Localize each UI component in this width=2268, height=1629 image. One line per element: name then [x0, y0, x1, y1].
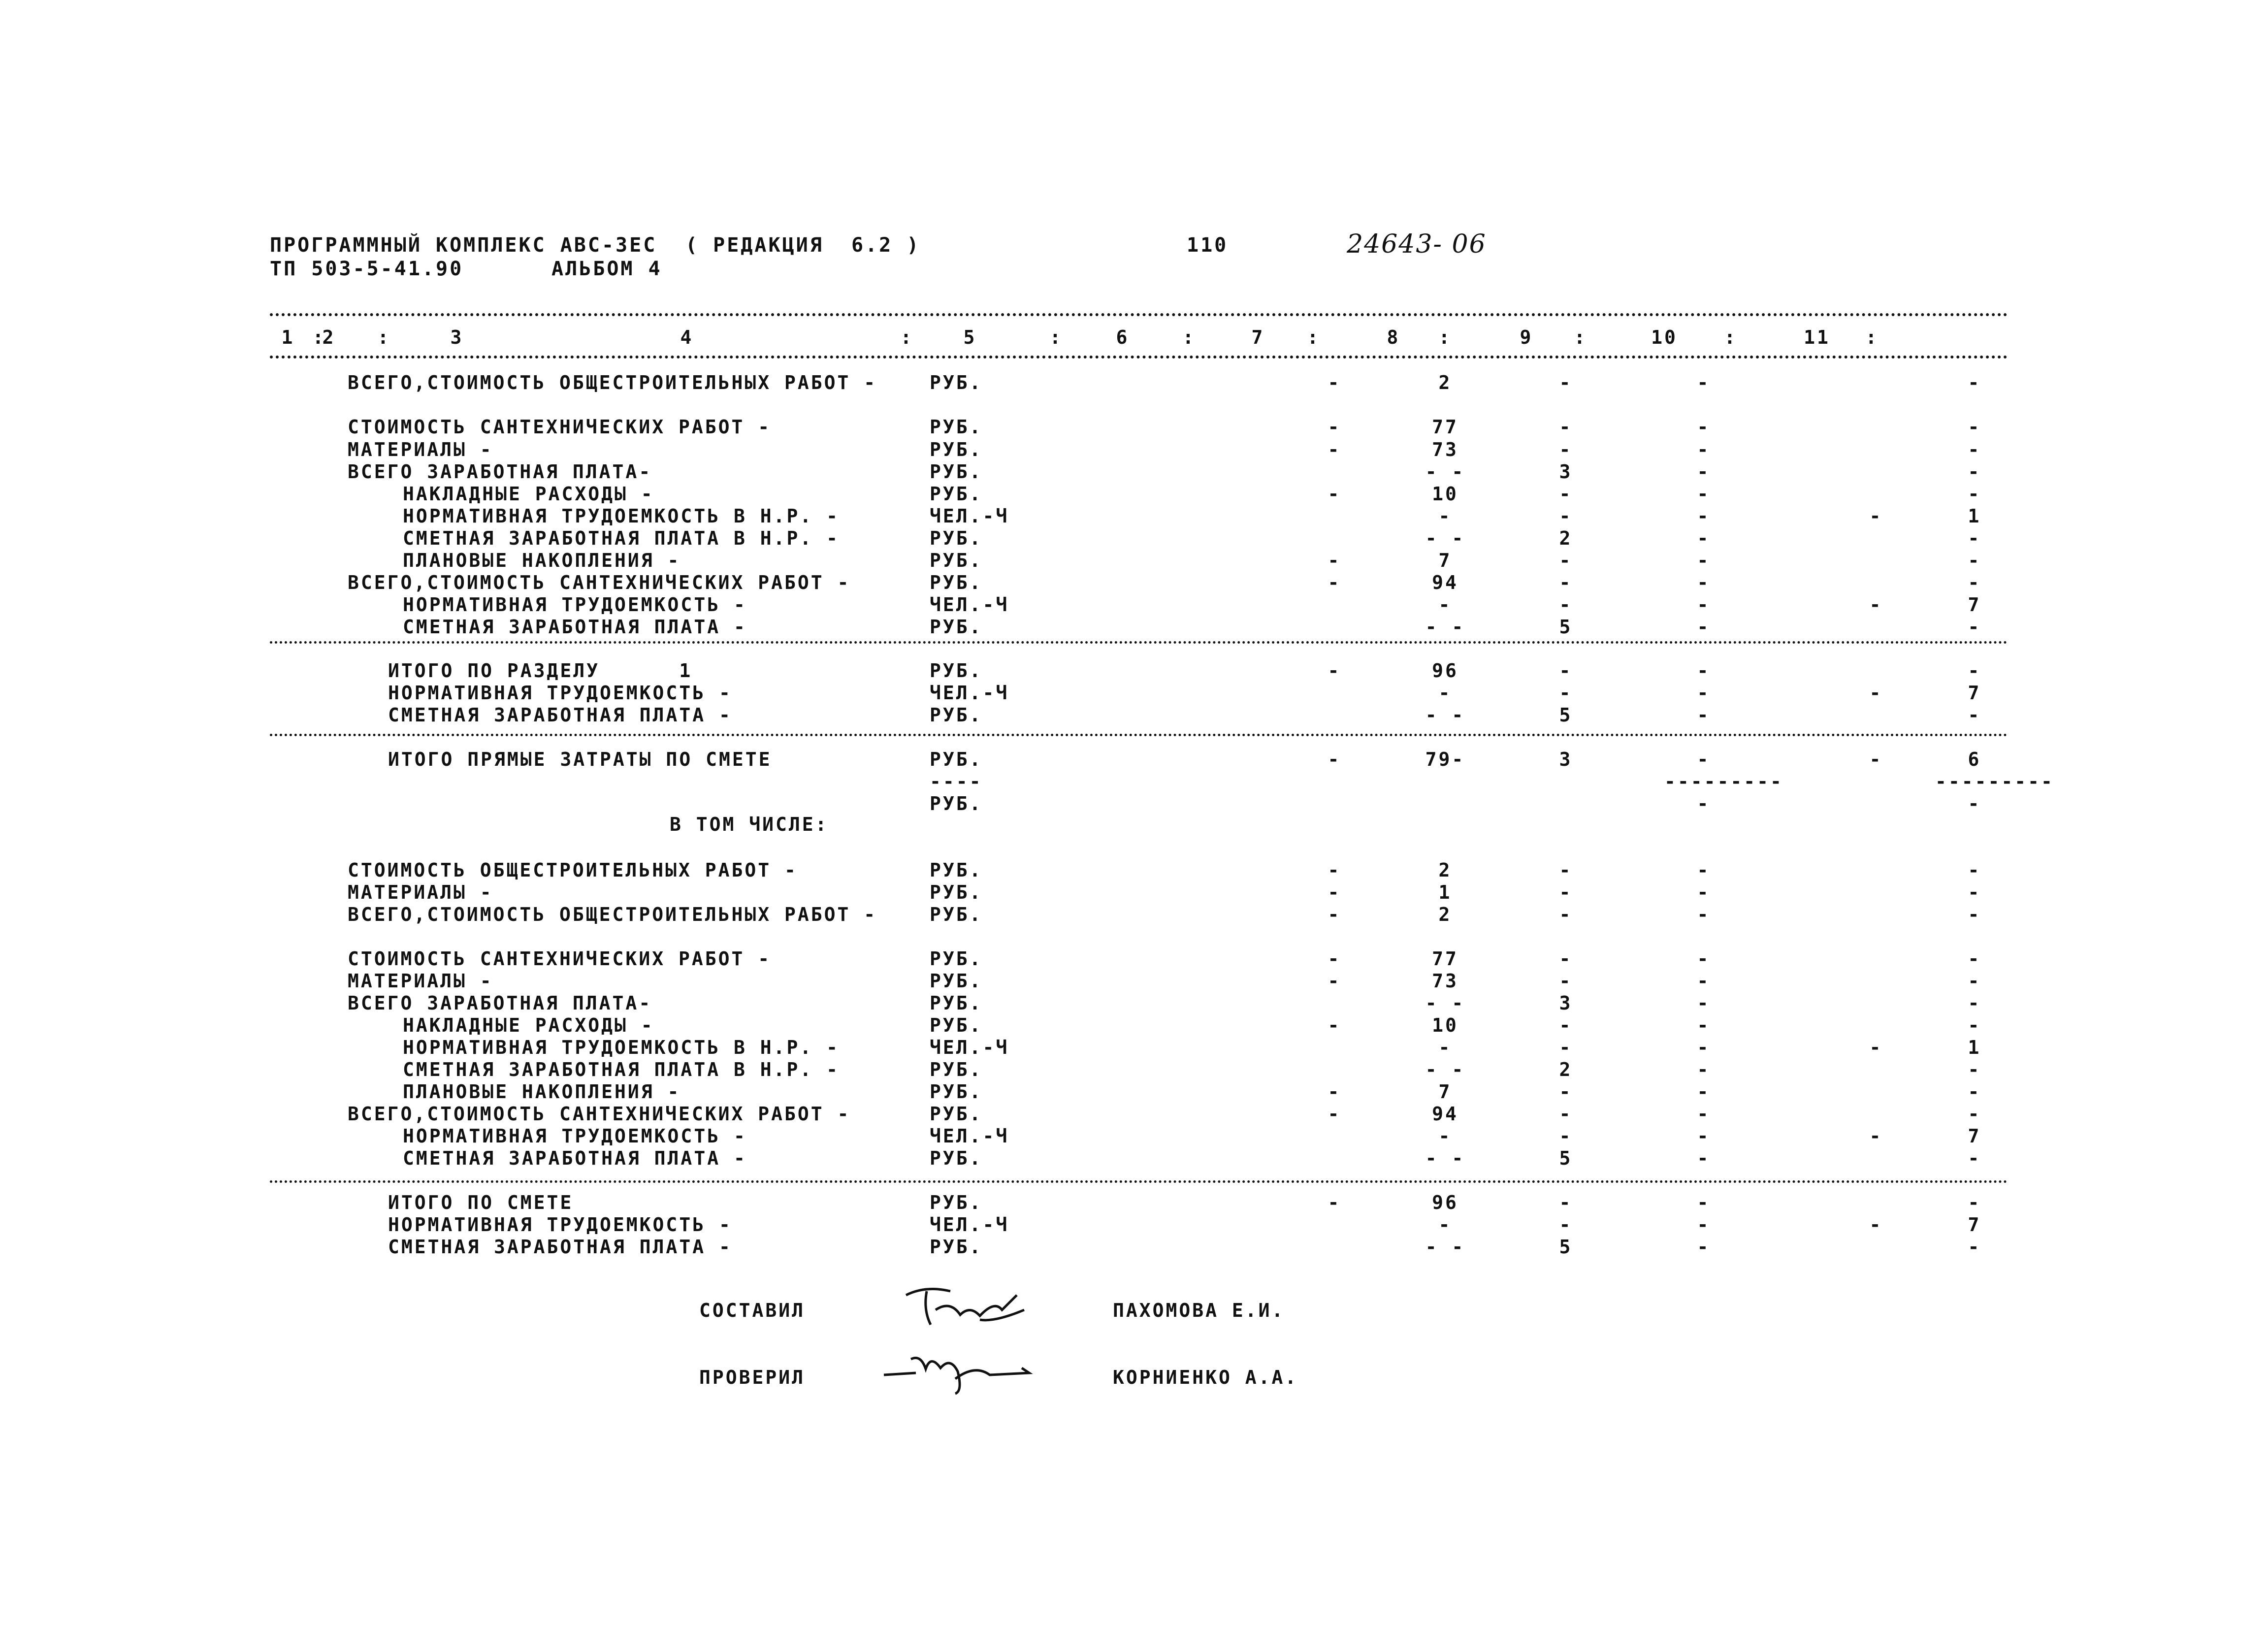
col8-cell: -: [1559, 372, 1573, 393]
col8-cell: -: [1559, 594, 1573, 616]
col9-cell: -: [1697, 1125, 1711, 1147]
column-number-8: 8: [1387, 326, 1400, 348]
page-number: 110: [1187, 234, 1229, 257]
unit-cell: ЧЕЛ.-Ч: [930, 682, 1009, 704]
col6-cell: -: [1328, 572, 1341, 593]
row-label: СМЕТНАЯ ЗАРАБОТНАЯ ПЛАТА В Н.Р. -: [403, 527, 840, 549]
col7-cell: - -: [1425, 527, 1465, 549]
table-row: [0, 416, 2268, 438]
table-row: [0, 992, 2268, 1014]
col9-cell: -: [1697, 1103, 1711, 1125]
col8-cell: -: [1559, 416, 1573, 438]
col7-cell: 7: [1438, 1081, 1452, 1103]
col6-cell: -: [1328, 439, 1341, 460]
col7-cell: 94: [1432, 572, 1458, 593]
unit-cell: РУБ.: [930, 1236, 983, 1258]
unit-cell: РУБ.: [930, 1147, 983, 1169]
col10-cell: -: [1869, 749, 1883, 770]
row-label: СМЕТНАЯ ЗАРАБОТНАЯ ПЛАТА -: [403, 616, 747, 638]
col11-cell: 7: [1968, 1214, 1981, 1236]
col11-cell: -: [1968, 904, 1981, 925]
col11-cell: -: [1968, 970, 1981, 992]
col7-cell: 1: [1438, 881, 1452, 903]
col9-cell: -: [1697, 1081, 1711, 1103]
col9-cell: -: [1697, 1214, 1711, 1236]
col6-cell: -: [1328, 416, 1341, 438]
col7-cell: 96: [1432, 1192, 1458, 1213]
unit-cell: РУБ.: [930, 859, 983, 881]
table-row: [0, 904, 2268, 925]
album-label: АЛЬБОМ 4: [551, 258, 662, 280]
col11-cell: -: [1968, 416, 1981, 438]
col8-cell: 3: [1559, 992, 1573, 1014]
col9-cell: -: [1697, 904, 1711, 925]
col7-cell: - -: [1425, 704, 1465, 726]
col6-cell: -: [1328, 550, 1341, 571]
col9-cell: -: [1697, 660, 1711, 682]
col8-cell: -: [1559, 1214, 1573, 1236]
col9-cell: -: [1697, 970, 1711, 992]
col8-cell: -: [1559, 572, 1573, 593]
column-number-1: 1: [281, 326, 295, 348]
col6-cell: -: [1328, 1014, 1341, 1036]
row-label: СТОИМОСТЬ САНТЕХНИЧЕСКИХ РАБОТ -: [348, 948, 772, 970]
col11-cell: 7: [1968, 1125, 1981, 1147]
col11-cell: -: [1968, 1081, 1981, 1103]
col8-cell: -: [1559, 948, 1573, 970]
column-separator: :: [1307, 326, 1321, 348]
table-row: [0, 527, 2268, 549]
col11-cell: -: [1968, 372, 1981, 393]
col11-cell: -: [1968, 660, 1981, 682]
col10-cell: -: [1869, 505, 1883, 527]
row-label: СМЕТНАЯ ЗАРАБОТНАЯ ПЛАТА -: [403, 1147, 747, 1169]
table-row: [0, 483, 2268, 505]
program-name: ПРОГРАММНЫЙ КОМПЛЕКС АВС-3ЕС: [270, 234, 657, 257]
col11-cell: -: [1968, 1059, 1981, 1080]
col8-cell: -: [1559, 970, 1573, 992]
col11-cell: -: [1968, 1192, 1981, 1213]
col8-cell: -: [1559, 439, 1573, 460]
col6-cell: -: [1328, 372, 1341, 393]
col9-cell: -: [1697, 439, 1711, 460]
col11-cell: 1: [1968, 1037, 1981, 1058]
unit-cell: РУБ.: [930, 992, 983, 1014]
row-label: ВСЕГО,СТОИМОСТЬ САНТЕХНИЧЕСКИХ РАБОТ -: [348, 572, 851, 593]
column-separator: :: [1865, 326, 1879, 348]
col11-cell: -: [1968, 881, 1981, 903]
compiled-by-label: СОСТАВИЛ: [699, 1300, 806, 1321]
row-label: ВСЕГО,СТОИМОСТЬ ОБЩЕСТРОИТЕЛЬНЫХ РАБОТ -: [348, 904, 877, 925]
col9-cell: -: [1697, 1192, 1711, 1213]
checked-by-name: КОРНИЕНКО А.А.: [1113, 1367, 1298, 1388]
col11-cell: -: [1968, 859, 1981, 881]
unit-cell: РУБ.: [930, 1103, 983, 1125]
col8-cell: -: [1559, 505, 1573, 527]
col11-cell: -: [1968, 550, 1981, 571]
col8-cell: 5: [1559, 704, 1573, 726]
col9-cell: -: [1697, 550, 1711, 571]
col9-cell: -: [1697, 881, 1711, 903]
table-row: [0, 859, 2268, 881]
unit-cell: РУБ.: [930, 439, 983, 460]
col11-cell: -: [1968, 992, 1981, 1014]
col6-cell: -: [1328, 1081, 1341, 1103]
column-number-9: 9: [1520, 326, 1533, 348]
col9-cell: -: [1697, 1147, 1711, 1169]
unit-cell: РУБ.: [930, 749, 983, 770]
col6-cell: -: [1328, 483, 1341, 505]
table-row: [0, 1014, 2268, 1036]
unit-cell: РУБ.: [930, 948, 983, 970]
col9-cell: -: [1697, 1236, 1711, 1258]
col11-cell: 7: [1968, 594, 1981, 616]
col7-cell: -: [1438, 682, 1452, 704]
table-row: [0, 594, 2268, 616]
col7-cell: -: [1438, 1214, 1452, 1236]
col7-cell: - -: [1425, 461, 1465, 483]
unit-cell: РУБ.: [930, 660, 983, 682]
col11-cell: -: [1968, 1103, 1981, 1125]
col6-cell: -: [1328, 970, 1341, 992]
col9-cell: -: [1697, 859, 1711, 881]
col8-cell: -: [1559, 1125, 1573, 1147]
col10-cell: -: [1869, 1037, 1883, 1058]
col9-cell: -: [1697, 505, 1711, 527]
table-row: [0, 439, 2268, 460]
checked-by-label: ПРОВЕРИЛ: [699, 1367, 806, 1388]
column-number-10: 10: [1651, 326, 1678, 348]
row-label: НОРМАТИВНАЯ ТРУДОЕМКОСТЬ -: [388, 1214, 732, 1236]
unit-cell: ЧЕЛ.-Ч: [930, 1125, 1009, 1147]
table-row: [0, 372, 2268, 393]
col11-cell: -: [1968, 793, 1981, 814]
col11-cell: ---------: [1935, 771, 2054, 792]
row-label: НОРМАТИВНАЯ ТРУДОЕМКОСТЬ -: [388, 682, 732, 704]
col7-cell: 10: [1432, 1014, 1458, 1036]
table-row: [0, 505, 2268, 527]
row-label: МАТЕРИАЛЫ -: [348, 970, 493, 992]
col9-cell: -: [1697, 749, 1711, 770]
col7-cell: -: [1438, 1125, 1452, 1147]
col11-cell: -: [1968, 527, 1981, 549]
col9-cell: -: [1697, 616, 1711, 638]
table-row: [0, 1125, 2268, 1147]
row-label: СМЕТНАЯ ЗАРАБОТНАЯ ПЛАТА -: [388, 704, 732, 726]
unit-cell: РУБ.: [930, 1014, 983, 1036]
row-label: ИТОГО ПО РАЗДЕЛУ 1: [388, 660, 693, 682]
unit-cell: ЧЕЛ.-Ч: [930, 505, 1009, 527]
column-separator: :: [1182, 326, 1196, 348]
row-label: ВСЕГО,СТОИМОСТЬ ОБЩЕСТРОИТЕЛЬНЫХ РАБОТ -: [348, 372, 877, 393]
row-label: ИТОГО ПО СМЕТЕ: [388, 1192, 574, 1213]
unit-cell: РУБ.: [930, 1059, 983, 1080]
col8-cell: -: [1559, 881, 1573, 903]
col8-cell: -: [1559, 1103, 1573, 1125]
col9-cell: ---------: [1664, 771, 1783, 792]
section-divider-2: [270, 734, 2008, 736]
unit-cell: РУБ.: [930, 793, 983, 814]
col8-cell: 2: [1559, 527, 1573, 549]
col7-cell: -: [1438, 505, 1452, 527]
col9-cell: -: [1697, 572, 1711, 593]
unit-cell: РУБ.: [930, 704, 983, 726]
col6-cell: -: [1328, 881, 1341, 903]
col10-cell: -: [1869, 1125, 1883, 1147]
table-row: [0, 749, 2268, 770]
col11-cell: 1: [1968, 505, 1981, 527]
col11-cell: -: [1968, 948, 1981, 970]
section-divider-1: [270, 641, 2008, 644]
col7-cell: 2: [1438, 372, 1452, 393]
col8-cell: -: [1559, 1014, 1573, 1036]
col6-cell: -: [1328, 660, 1341, 682]
column-number-11: 11: [1804, 326, 1830, 348]
col6-cell: -: [1328, 904, 1341, 925]
col8-cell: -: [1559, 550, 1573, 571]
col6-cell: -: [1328, 749, 1341, 770]
table-row: [0, 1103, 2268, 1125]
section-heading: В ТОМ ЧИСЛЕ:: [670, 814, 829, 835]
col11-cell: -: [1968, 439, 1981, 460]
col8-cell: -: [1559, 682, 1573, 704]
table-row: [0, 1147, 2268, 1169]
col8-cell: -: [1559, 859, 1573, 881]
column-separator: :: [1438, 326, 1452, 348]
col8-cell: 5: [1559, 1147, 1573, 1169]
row-label: ВСЕГО ЗАРАБОТНАЯ ПЛАТА-: [348, 461, 652, 483]
col11-cell: 6: [1968, 749, 1981, 770]
col7-cell: -: [1438, 594, 1452, 616]
row-label: СТОИМОСТЬ САНТЕХНИЧЕСКИХ РАБОТ -: [348, 416, 772, 438]
col8-cell: 5: [1559, 1236, 1573, 1258]
column-number-2: 2: [322, 326, 336, 348]
col11-cell: -: [1968, 1147, 1981, 1169]
col7-cell: 73: [1432, 439, 1458, 460]
col11-cell: -: [1968, 572, 1981, 593]
row-label: ВСЕГО ЗАРАБОТНАЯ ПЛАТА-: [348, 992, 652, 1014]
table-row: [0, 550, 2268, 571]
unit-cell: РУБ.: [930, 1081, 983, 1103]
col8-cell: 2: [1559, 1059, 1573, 1080]
row-label: ПЛАНОВЫЕ НАКОПЛЕНИЯ -: [403, 1081, 681, 1103]
col11-cell: -: [1968, 616, 1981, 638]
col9-cell: -: [1697, 948, 1711, 970]
col11-cell: -: [1968, 483, 1981, 505]
col9-cell: -: [1697, 1037, 1711, 1058]
col9-cell: -: [1697, 704, 1711, 726]
unit-cell: РУБ.: [930, 483, 983, 505]
col10-cell: -: [1869, 1214, 1883, 1236]
column-number-4: 4: [680, 326, 694, 348]
col9-cell: -: [1697, 483, 1711, 505]
col7-cell: - -: [1425, 992, 1465, 1014]
row-label: СМЕТНАЯ ЗАРАБОТНАЯ ПЛАТА -: [388, 1236, 732, 1258]
col7-cell: 10: [1432, 483, 1458, 505]
row-label: НАКЛАДНЫЕ РАСХОДЫ -: [403, 1014, 654, 1036]
unit-cell: РУБ.: [930, 970, 983, 992]
col9-cell: -: [1697, 992, 1711, 1014]
column-number-7: 7: [1251, 326, 1265, 348]
col7-cell: - -: [1425, 616, 1465, 638]
row-label: НОРМАТИВНАЯ ТРУДОЕМКОСТЬ -: [403, 594, 747, 616]
unit-cell: ЧЕЛ.-Ч: [930, 594, 1009, 616]
row-label: ВСЕГО,СТОИМОСТЬ САНТЕХНИЧЕСКИХ РАБОТ -: [348, 1103, 851, 1125]
table-row: [0, 771, 2268, 792]
col8-cell: -: [1559, 660, 1573, 682]
column-separator: :: [377, 326, 391, 348]
col8-cell: -: [1559, 1037, 1573, 1058]
table-row: [0, 1037, 2268, 1058]
col11-cell: -: [1968, 461, 1981, 483]
col7-cell: 7: [1438, 550, 1452, 571]
unit-cell: РУБ.: [930, 616, 983, 638]
row-label: НОРМАТИВНАЯ ТРУДОЕМКОСТЬ В Н.Р. -: [403, 505, 840, 527]
col7-cell: 77: [1432, 948, 1458, 970]
table-row: [0, 1059, 2268, 1080]
row-label: ПЛАНОВЫЕ НАКОПЛЕНИЯ -: [403, 550, 681, 571]
col7-cell: 73: [1432, 970, 1458, 992]
col8-cell: 3: [1559, 461, 1573, 483]
unit-cell: ЧЕЛ.-Ч: [930, 1037, 1009, 1058]
table-row: [0, 1081, 2268, 1103]
column-number-3: 3: [450, 326, 464, 348]
unit-cell: РУБ.: [930, 416, 983, 438]
table-row: [0, 660, 2268, 682]
unit-cell: РУБ.: [930, 527, 983, 549]
column-separator: :: [900, 326, 914, 348]
table-row: [0, 682, 2268, 704]
row-label: НАКЛАДНЫЕ РАСХОДЫ -: [403, 483, 654, 505]
row-label: ИТОГО ПРЯМЫЕ ЗАТРАТЫ ПО СМЕТЕ: [388, 749, 772, 770]
col7-cell: -: [1438, 1037, 1452, 1058]
unit-cell: РУБ.: [930, 881, 983, 903]
column-separator: :: [1574, 326, 1588, 348]
col11-cell: -: [1968, 1014, 1981, 1036]
col7-cell: 94: [1432, 1103, 1458, 1125]
col9-cell: -: [1697, 793, 1711, 814]
table-top-rule: [270, 313, 2008, 316]
col8-cell: -: [1559, 1192, 1573, 1213]
unit-cell: ----: [930, 771, 983, 792]
table-row: [0, 793, 2268, 814]
table-row: [0, 572, 2268, 593]
table-header-rule: [270, 356, 2008, 358]
table-row: [0, 881, 2268, 903]
unit-cell: РУБ.: [930, 372, 983, 393]
col9-cell: -: [1697, 461, 1711, 483]
signature-compiler: [896, 1280, 1034, 1335]
col7-cell: 96: [1432, 660, 1458, 682]
project-code: ТП 503-5-41.90: [270, 258, 464, 280]
table-row: [0, 970, 2268, 992]
row-label: НОРМАТИВНАЯ ТРУДОЕМКОСТЬ В Н.Р. -: [403, 1037, 840, 1058]
col7-cell: 2: [1438, 904, 1452, 925]
unit-cell: РУБ.: [930, 1192, 983, 1213]
col9-cell: -: [1697, 372, 1711, 393]
edition-label: ( РЕДАКЦИЯ 6.2 ): [685, 234, 921, 257]
col10-cell: -: [1869, 682, 1883, 704]
table-row: [0, 1192, 2268, 1213]
document-code: 24643- 06: [1347, 229, 1487, 259]
col9-cell: -: [1697, 1014, 1711, 1036]
signature-checker: [881, 1344, 1044, 1399]
unit-cell: РУБ.: [930, 550, 983, 571]
row-label: СМЕТНАЯ ЗАРАБОТНАЯ ПЛАТА В Н.Р. -: [403, 1059, 840, 1080]
col7-cell: - -: [1425, 1236, 1465, 1258]
col9-cell: -: [1697, 594, 1711, 616]
col6-cell: -: [1328, 1103, 1341, 1125]
col7-cell: - -: [1425, 1059, 1465, 1080]
col11-cell: -: [1968, 704, 1981, 726]
unit-cell: РУБ.: [930, 904, 983, 925]
table-row: [0, 616, 2268, 638]
col8-cell: 3: [1559, 749, 1573, 770]
column-separator: :: [1724, 326, 1738, 348]
row-label: МАТЕРИАЛЫ -: [348, 881, 493, 903]
compiled-by-name: ПАХОМОВА Е.И.: [1113, 1300, 1285, 1321]
column-number-6: 6: [1116, 326, 1130, 348]
table-row: [0, 948, 2268, 970]
col10-cell: -: [1869, 594, 1883, 616]
col6-cell: -: [1328, 1192, 1341, 1213]
col7-cell: 77: [1432, 416, 1458, 438]
column-separator: :: [312, 326, 326, 348]
col6-cell: -: [1328, 859, 1341, 881]
column-number-5: 5: [963, 326, 977, 348]
col7-cell: 2: [1438, 859, 1452, 881]
section-divider-3: [270, 1180, 2008, 1183]
unit-cell: ЧЕЛ.-Ч: [930, 1214, 1009, 1236]
col9-cell: -: [1697, 1059, 1711, 1080]
row-label: СТОИМОСТЬ ОБЩЕСТРОИТЕЛЬНЫХ РАБОТ -: [348, 859, 798, 881]
table-row: [0, 704, 2268, 726]
col11-cell: 7: [1968, 682, 1981, 704]
col11-cell: -: [1968, 1236, 1981, 1258]
col6-cell: -: [1328, 948, 1341, 970]
col8-cell: -: [1559, 904, 1573, 925]
row-label: НОРМАТИВНАЯ ТРУДОЕМКОСТЬ -: [403, 1125, 747, 1147]
table-row: [0, 461, 2268, 483]
col9-cell: -: [1697, 527, 1711, 549]
col8-cell: -: [1559, 1081, 1573, 1103]
col9-cell: -: [1697, 416, 1711, 438]
row-label: МАТЕРИАЛЫ -: [348, 439, 493, 460]
table-row: [0, 1236, 2268, 1258]
unit-cell: РУБ.: [930, 461, 983, 483]
column-separator: :: [1049, 326, 1063, 348]
table-row: [0, 1214, 2268, 1236]
col7-cell: 79-: [1425, 749, 1465, 770]
col7-cell: - -: [1425, 1147, 1465, 1169]
col8-cell: 5: [1559, 616, 1573, 638]
unit-cell: РУБ.: [930, 572, 983, 593]
col8-cell: -: [1559, 483, 1573, 505]
col9-cell: -: [1697, 682, 1711, 704]
